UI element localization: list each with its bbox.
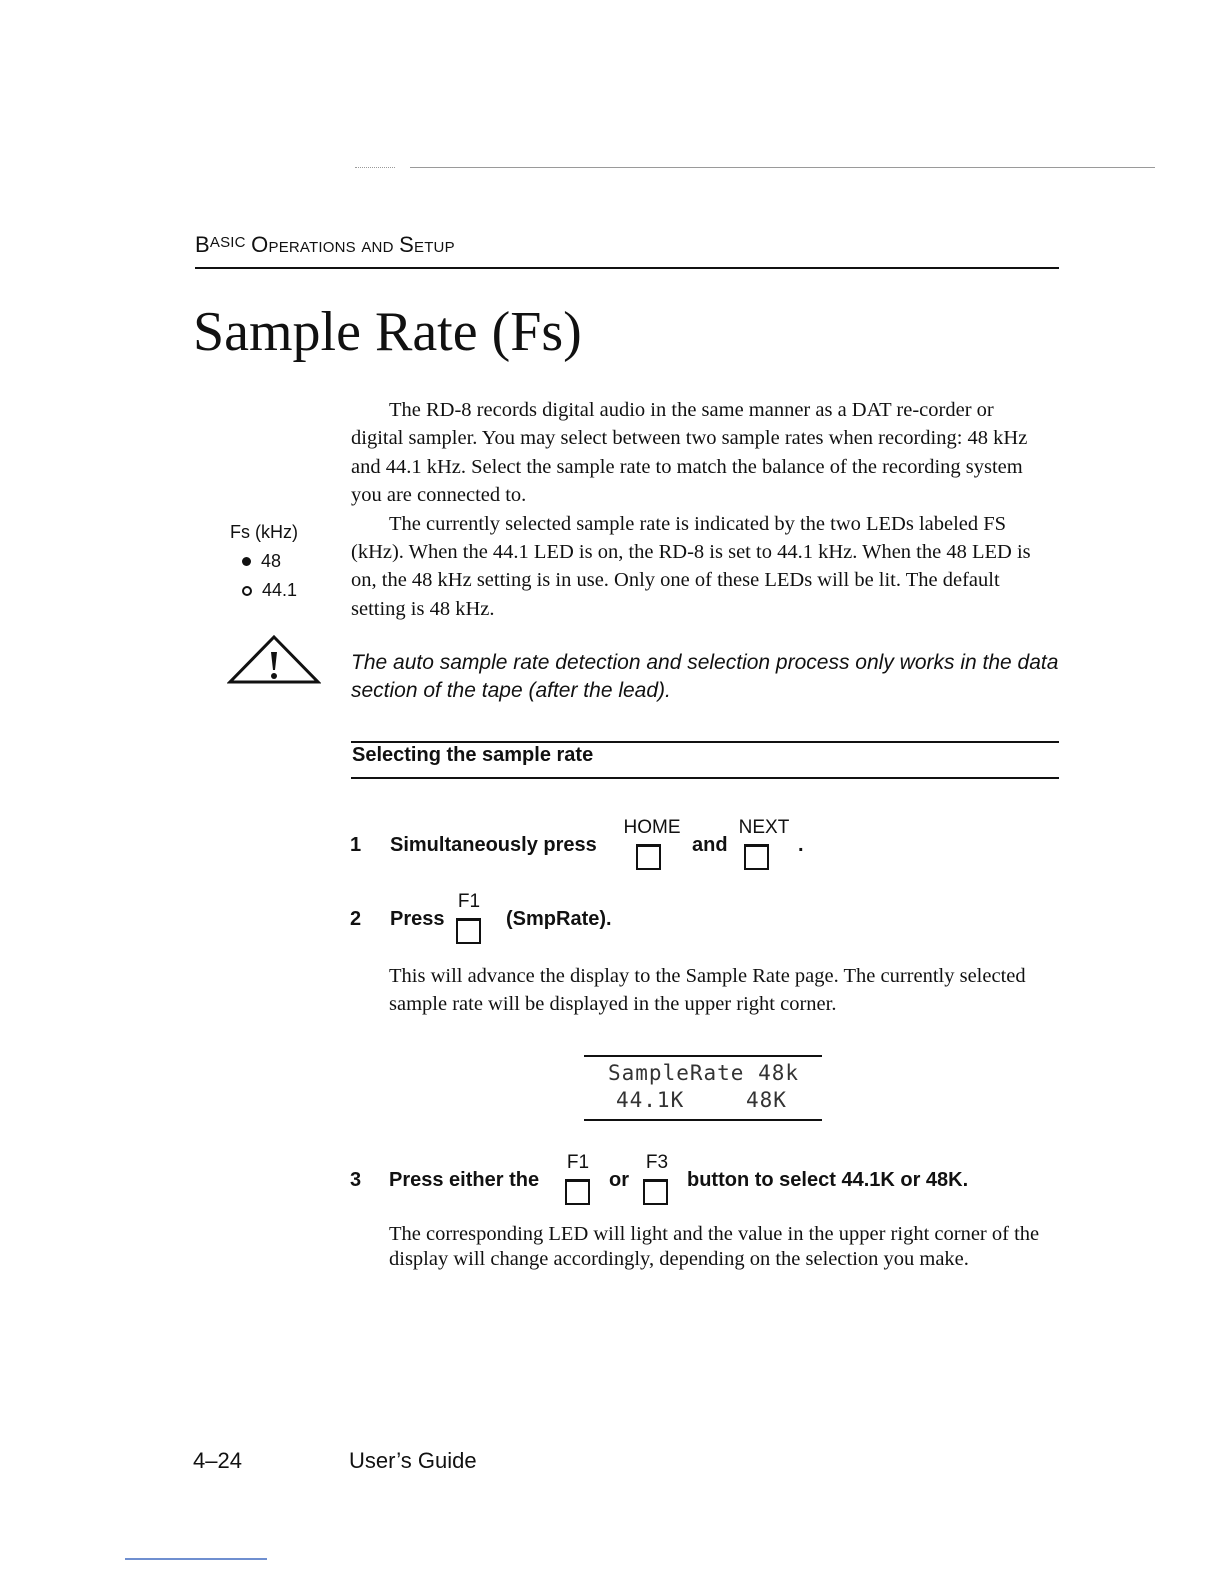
f3-key bbox=[637, 1152, 677, 1204]
home-key bbox=[622, 817, 682, 869]
procedure-title: Selecting the sample rate bbox=[352, 744, 594, 766]
next-key-label: NEXT bbox=[738, 817, 790, 838]
led-label: 48 bbox=[261, 551, 282, 571]
header-initial: O bbox=[251, 232, 269, 257]
lcd-line-1: SampleRate 48k bbox=[608, 1061, 800, 1085]
header-text: AND bbox=[361, 239, 394, 256]
key-button-icon bbox=[643, 1179, 668, 1205]
lcd-display bbox=[584, 1055, 822, 1121]
lcd-line-2-left: 44.1K bbox=[616, 1088, 685, 1112]
key-button-icon bbox=[565, 1179, 590, 1205]
led-on-icon bbox=[242, 557, 251, 566]
header-text: PERATIONS bbox=[268, 239, 356, 256]
step-2-text: Press bbox=[390, 908, 445, 930]
led-legend-title: Fs (kHz) bbox=[230, 522, 298, 542]
step-3-or: or bbox=[609, 1169, 629, 1191]
led-item-44-1 bbox=[230, 576, 298, 605]
top-rule bbox=[410, 167, 1155, 168]
led-legend bbox=[230, 518, 298, 605]
step-1-period: . bbox=[798, 834, 804, 856]
caution-note: The auto sample rate detection and selection process only works in the data section of the tape (after the lead). bbox=[351, 651, 1059, 702]
section-header bbox=[195, 232, 455, 258]
page-title: Sample Rate (Fs) bbox=[193, 301, 582, 363]
key-button-icon bbox=[456, 918, 481, 944]
step-3-description: The corresponding LED will light and the value in the upper right corner of the display will change accordingly, depending on the selection you make. bbox=[389, 1223, 1040, 1270]
led-label: 44.1 bbox=[262, 580, 298, 600]
step-2-number: 2 bbox=[350, 908, 362, 930]
key-button-icon bbox=[636, 844, 661, 870]
lcd-top-rule bbox=[584, 1055, 822, 1057]
top-dotted-line bbox=[355, 167, 395, 169]
procedure-rule-bottom bbox=[351, 777, 1059, 779]
f1-key bbox=[452, 891, 486, 943]
led-off-icon bbox=[242, 586, 252, 596]
next-key bbox=[735, 817, 793, 869]
step-2-description: This will advance the display to the Sample Rate page. The currently selected sample rate will be displayed in the upper right corner. bbox=[389, 965, 1026, 1015]
key-button-icon bbox=[744, 844, 769, 870]
intro-paragraph: The currently selected sample rate is indicated by the two LEDs labeled FS (kHz). When the 44.1 LED is on, the RD-8 is set to 44.1 kHz. When the 48 LED is on, the 48 kHz setting is in use. Only one of these LEDs will be lit. The default setting is 48 kHz. bbox=[351, 512, 1031, 620]
intro-text bbox=[351, 396, 1051, 623]
home-key-label: HOME bbox=[623, 817, 681, 838]
header-text: ETUP bbox=[413, 239, 455, 256]
procedure-rule-top bbox=[351, 741, 1059, 743]
step-3-action: button to select 44.1K or 48K. bbox=[687, 1169, 969, 1191]
step-3-number: 3 bbox=[350, 1169, 362, 1191]
f1-key-label: F1 bbox=[566, 1152, 590, 1173]
f1-key bbox=[561, 1152, 595, 1204]
step-3-text: Press either the bbox=[389, 1169, 540, 1191]
header-initial: S bbox=[399, 232, 414, 257]
warning-icon bbox=[227, 634, 321, 689]
led-item-48 bbox=[230, 547, 298, 576]
header-initial: B bbox=[195, 232, 210, 257]
page-number: 4–24 bbox=[193, 1448, 242, 1473]
step-1-text: Simultaneously press bbox=[390, 834, 597, 856]
header-text: ASIC bbox=[209, 234, 246, 251]
f3-key-label: F3 bbox=[645, 1152, 669, 1173]
step-1-number: 1 bbox=[350, 834, 362, 856]
intro-paragraph: The RD-8 records digital audio in the same manner as a DAT re-corder or digital sampler. You may select between two sample rates when recording: 48 kHz and 44.1 kHz. Select the sample rate to match the balance of the recording system you are connected to. bbox=[351, 399, 1028, 507]
step-1-and: and bbox=[692, 834, 728, 856]
f1-key-label: F1 bbox=[457, 891, 481, 912]
step-2-smprate: (SmpRate). bbox=[506, 908, 612, 930]
header-rule bbox=[195, 267, 1059, 269]
guide-title: User’s Guide bbox=[349, 1448, 477, 1473]
bottom-scan-line bbox=[125, 1558, 267, 1560]
lcd-bottom-rule bbox=[584, 1119, 822, 1121]
lcd-line-2-right: 48K bbox=[746, 1088, 787, 1112]
